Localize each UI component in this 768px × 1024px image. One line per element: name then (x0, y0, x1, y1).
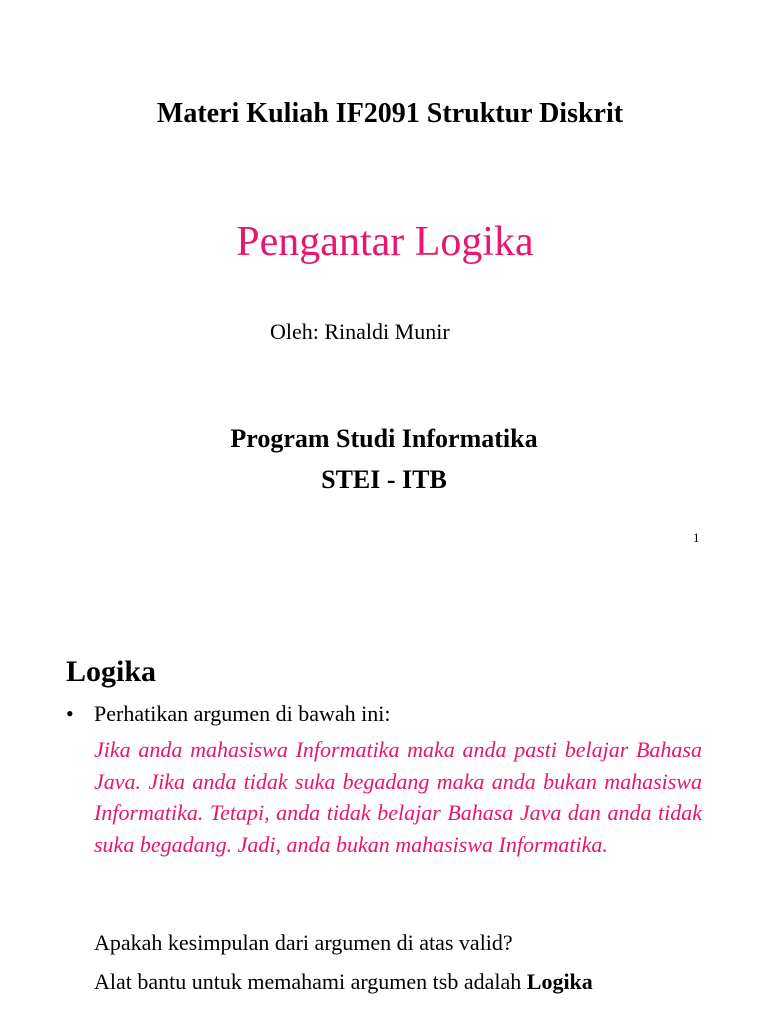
bullet-item (66, 701, 391, 727)
argument-text: Jika anda mahasiswa Informatika maka anda pasti belajar Bahasa Java. Jika anda tidak suka begadang maka anda bukan mahasiswa Informatika. Tetapi, anda tidak belajar Bahasa Java dan anda tidak suka begadang. Jadi, anda bukan mahasiswa Informatika. (94, 737, 702, 857)
page-number: 1 (693, 530, 700, 545)
main-title: Pengantar Logika (236, 219, 534, 265)
logika-slide (0, 560, 768, 1024)
tool-statement (94, 969, 593, 995)
tool-statement-prefix: Alat bantu untuk memahami argumen tsb adalah (94, 969, 527, 994)
section-heading: Logika (66, 655, 157, 688)
institution-name: STEI - ITB (321, 465, 447, 494)
bullet-text: Perhatikan argumen di bawah ini: (94, 701, 391, 726)
bullet-icon: • (66, 701, 74, 726)
validity-question: Apakah kesimpulan dari argumen di atas valid? (94, 930, 513, 955)
course-title: Materi Kuliah IF2091 Struktur Diskrit (156, 98, 624, 129)
tool-statement-emphasis: Logika (526, 969, 593, 994)
program-name: Program Studi Informatika (230, 424, 538, 453)
author-line: Oleh: Rinaldi Munir (270, 319, 450, 344)
